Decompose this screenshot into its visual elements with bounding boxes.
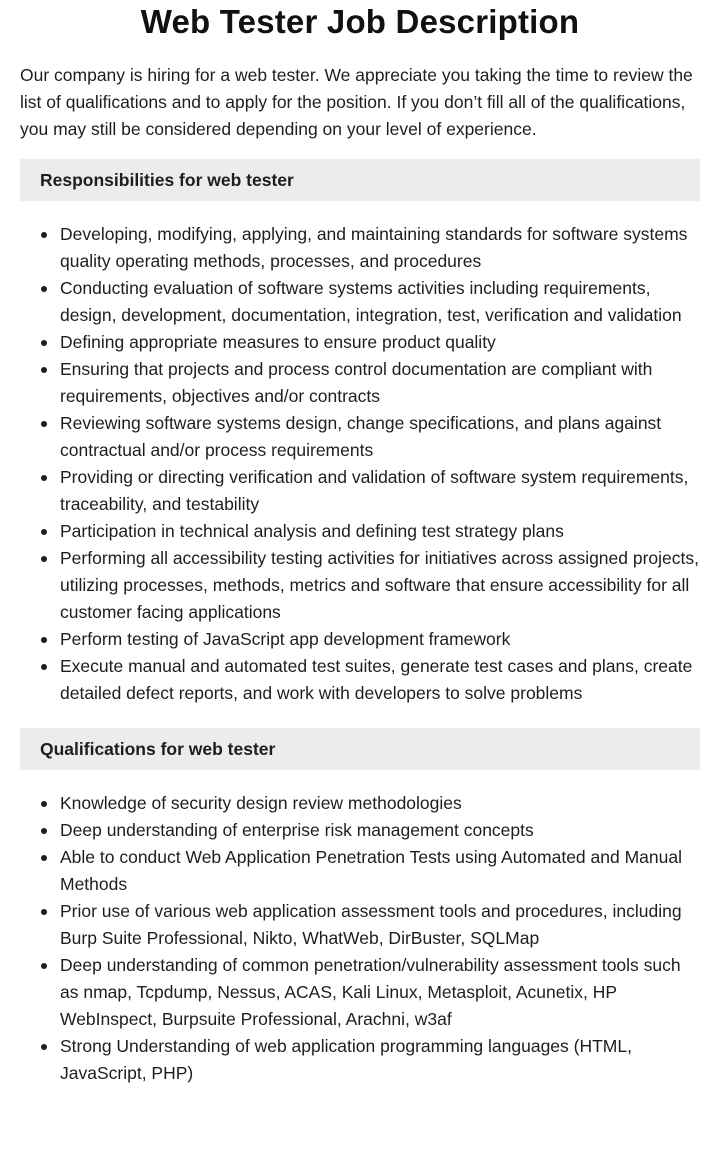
- list-item-text: Performing all accessibility testing activities for initiatives across assigned projects, utilizing processes, methods, metrics and software that ensure accessibility for all customer facing applications: [60, 548, 700, 622]
- list-item-text: Able to conduct Web Application Penetration Tests using Automated and Manual Methods: [60, 847, 682, 894]
- bullet-icon: [41, 909, 47, 915]
- list-item: [60, 898, 700, 952]
- bullet-icon: [41, 801, 47, 807]
- list-item: [60, 275, 700, 329]
- bullet-icon: [41, 556, 47, 562]
- list-item-text: Developing, modifying, applying, and maintaining standards for software systems quality operating methods, processes, and procedures: [60, 224, 688, 271]
- bullet-icon: [41, 232, 47, 238]
- list-item: [60, 626, 700, 653]
- bullet-icon: [41, 963, 47, 969]
- bullet-icon: [41, 286, 47, 292]
- bullet-icon: [41, 855, 47, 861]
- bullet-icon: [41, 1044, 47, 1050]
- responsibilities-heading: Responsibilities for web tester: [20, 159, 700, 201]
- list-item: [60, 545, 700, 626]
- list-item: [60, 410, 700, 464]
- list-item: [60, 329, 700, 356]
- bullet-icon: [41, 367, 47, 373]
- intro-paragraph: Our company is hiring for a web tester. We appreciate you taking the time to review the list of qualifications and to apply for the position. If you don’t fill all of the qualifications, you may still be considered depending on your level of experience.: [20, 65, 693, 139]
- list-item-text: Conducting evaluation of software systems activities including requirements, design, development, documentation, integration, test, verification and validation: [60, 278, 682, 325]
- qualifications-heading: Qualifications for web tester: [20, 728, 700, 770]
- list-item: [60, 653, 700, 707]
- list-item: [60, 464, 700, 518]
- list-item-text: Ensuring that projects and process control documentation are compliant with requirements, objectives and/or contracts: [60, 359, 653, 406]
- list-item-text: Participation in technical analysis and defining test strategy plans: [60, 521, 564, 541]
- bullet-icon: [41, 529, 47, 535]
- list-item: [60, 1033, 700, 1087]
- bullet-icon: [41, 475, 47, 481]
- list-item: [60, 518, 700, 545]
- list-item-text: Deep understanding of common penetration/vulnerability assessment tools such as nmap, Tcpdump, Nessus, ACAS, Kali Linux, Metasploit, Acunetix, HP WebInspect, Burpsuite Professional, Arachni, w3af: [60, 955, 681, 1029]
- bullet-icon: [41, 664, 47, 670]
- list-item-text: Execute manual and automated test suites, generate test cases and plans, create detailed defect reports, and work with developers to solve problems: [60, 656, 693, 703]
- list-item-text: Providing or directing verification and validation of software system requirements, traceability, and testability: [60, 467, 689, 514]
- list-item-text: Perform testing of JavaScript app development framework: [60, 629, 511, 649]
- list-item: [60, 844, 700, 898]
- list-item: [60, 221, 700, 275]
- bullet-icon: [41, 637, 47, 643]
- list-item: [60, 356, 700, 410]
- list-item-text: Defining appropriate measures to ensure product quality: [60, 332, 496, 352]
- list-item: [60, 952, 700, 1033]
- list-item-text: Strong Understanding of web application programming languages (HTML, JavaScript, PHP): [60, 1036, 632, 1083]
- list-item: [60, 817, 700, 844]
- list-item-text: Reviewing software systems design, change specifications, and plans against contractual and/or process requirements: [60, 413, 662, 460]
- responsibilities-list: [20, 221, 700, 707]
- list-item-text: Prior use of various web application assessment tools and procedures, including Burp Suite Professional, Nikto, WhatWeb, DirBuster, SQLMap: [60, 901, 682, 948]
- list-item-text: Knowledge of security design review methodologies: [60, 793, 462, 813]
- list-item-text: Deep understanding of enterprise risk management concepts: [60, 820, 534, 840]
- qualifications-list: [20, 790, 700, 1087]
- bullet-icon: [41, 340, 47, 346]
- list-item: [60, 790, 700, 817]
- bullet-icon: [41, 421, 47, 427]
- page-title: Web Tester Job Description: [140, 3, 580, 40]
- bullet-icon: [41, 828, 47, 834]
